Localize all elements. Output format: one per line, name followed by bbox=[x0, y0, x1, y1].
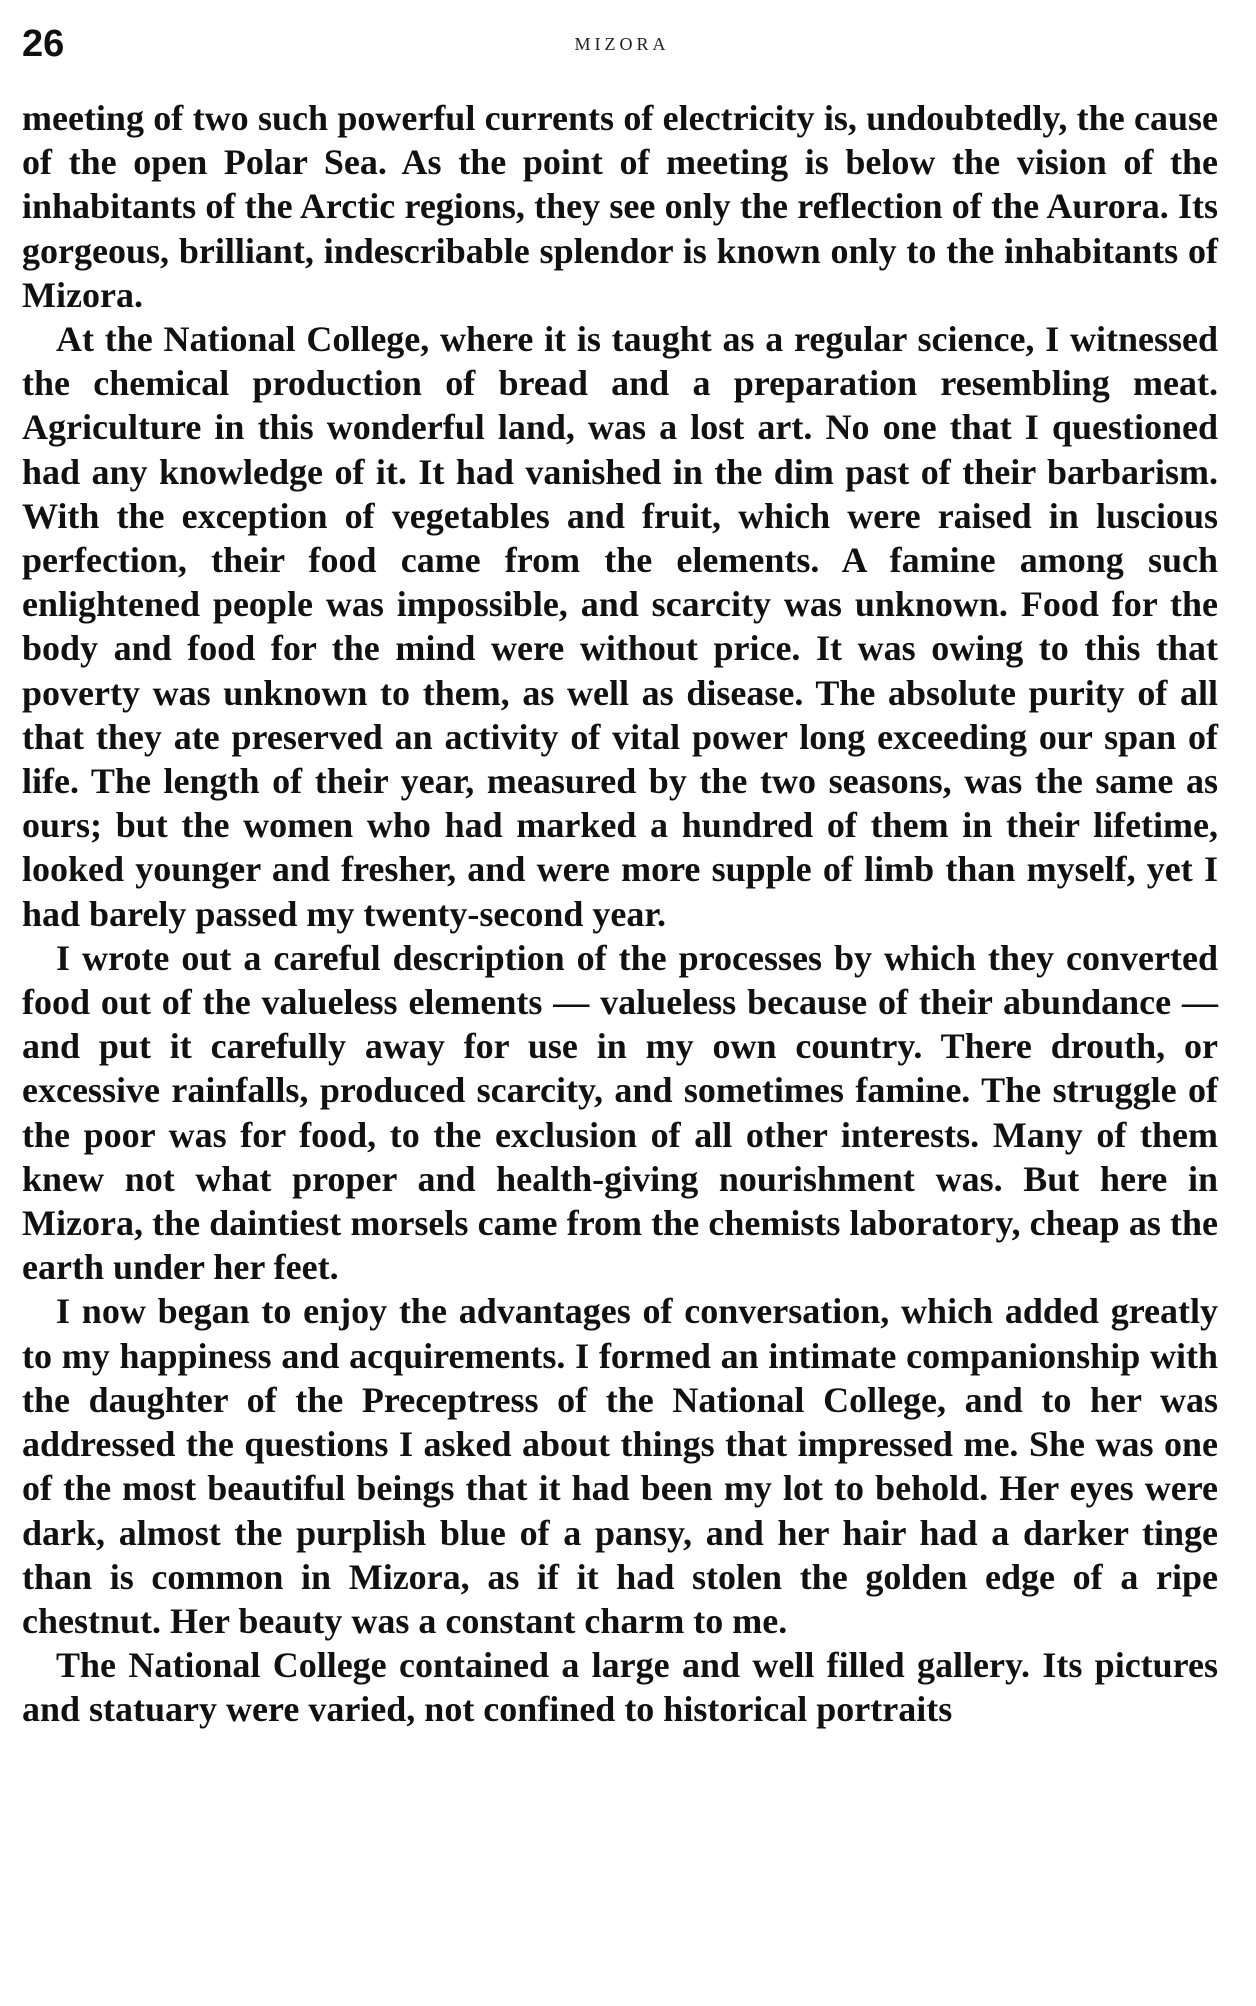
page-number: 26 bbox=[22, 23, 65, 65]
page-header bbox=[22, 14, 1222, 74]
running-head: MIZORA bbox=[574, 34, 670, 54]
paragraph: I now began to enjoy the advantages of conversation, which added greatly to my happiness and acquirements. I formed an intimate companionship with the daughter of the Preceptress of the National College, and to her was addressed the questions I asked about things that impressed me. She was one of the most beautiful beings that it had been my lot to behold. Her eyes were dark, almost the purplish blue of a pansy, and her hair had a darker tinge than is common in Mizora, as if it had stolen the golden edge of a ripe chestnut. Her beauty was a constant charm to me. bbox=[22, 1291, 1218, 1641]
paragraph: At the National College, where it is taught as a regular science, I witnessed the chemical production of bread and a preparation resembling meat. Agriculture in this wonderful land, was a lost art. No one that I questioned had any knowledge of it. It had vanished in the dim past of their barbarism. With the exception of vegetables and fruit, which were raised in luscious perfection, their food came from the elements. A famine among such enlightened people was impossible, and scarcity was unknown. Food for the body and food for the mind were without price. It was owing to this that poverty was unknown to them, as well as disease. The absolute purity of all that they ate preserved an activity of vital power long exceeding our span of life. The length of their year, measured by the two seasons, was the same as ours; but the women who had marked a hundred of them in their lifetime, looked younger and fresher, and were more supple of limb than myself, yet I had barely passed my twenty-second year. bbox=[22, 319, 1218, 934]
body-text bbox=[22, 96, 1218, 1732]
paragraph: I wrote out a careful description of the processes by which they converted food out of the valueless elements — valueless because of their abundance — and put it carefully away for use in my own country. There drouth, or excessive rainfalls, produced scarcity, and sometimes famine. The struggle of the poor was for food, to the exclusion of all other interests. Many of them knew not what proper and health-giving nourishment was. But here in Mizora, the daintiest morsels came from the chemists laboratory, cheap as the earth under her feet. bbox=[22, 937, 1218, 1288]
paragraph: The National College contained a large and well filled gallery. Its pictures and statuary were varied, not confined to historical portraits bbox=[22, 1645, 1218, 1730]
paragraph: meeting of two such powerful currents of electricity is, undoubtedly, the cause of the open Polar Sea. As the point of meeting is below the vision of the inhabitants of the Arctic regions, they see only the reflection of the Aurora. Its gorgeous, brilliant, indescribable splendor is known only to the inhabitants of Mizora. bbox=[22, 98, 1218, 315]
